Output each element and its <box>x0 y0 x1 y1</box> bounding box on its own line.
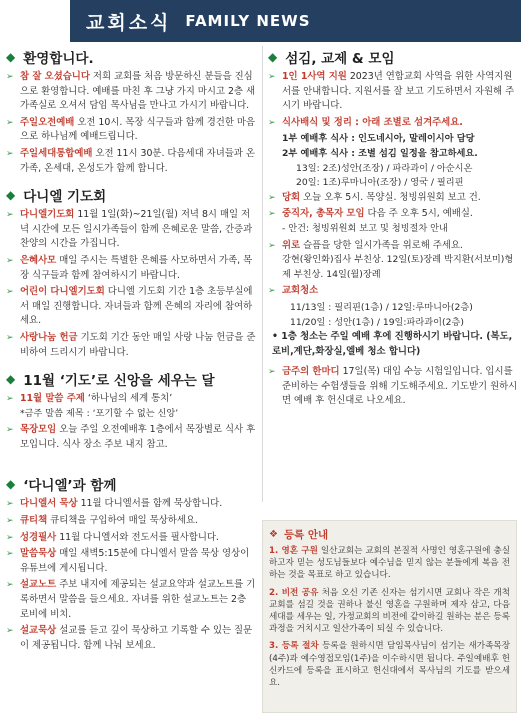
arrow-bullet-icon: ➢ <box>268 209 276 220</box>
list-item <box>268 116 518 131</box>
list-item-text <box>20 254 258 283</box>
item-text: 오늘 주일 오전예배후 1층에서 목장별로 식사 후 모입니다. 식사 장소 주보 내지 참고. <box>20 424 256 450</box>
service-list-2 <box>268 191 518 299</box>
list-item <box>6 547 258 576</box>
list-item-text <box>282 207 518 236</box>
list-item-text <box>20 578 258 622</box>
registration-title: ❖ 등록 안내 <box>269 529 329 541</box>
together-list <box>6 497 258 653</box>
diamond-icon: ◆ <box>6 50 16 64</box>
meal-schedule <box>268 132 518 190</box>
schedule-line: 11/20일 : 성안(1층) / 19일:파라과이(2층) <box>290 316 464 328</box>
list-item-text <box>282 116 518 131</box>
list-item-text <box>20 70 258 114</box>
list-item <box>268 191 518 206</box>
list-item-text <box>20 514 258 529</box>
item-text: 주보 내지에 제공되는 설교요약과 설교노트를 기록하면서 말씀을 들으세요. 자녀를 위한 설교노트는 2층 로비에 비치. <box>20 579 256 620</box>
list-item <box>6 578 258 622</box>
arrow-bullet-icon: ➢ <box>6 626 14 637</box>
item-highlight: 중직자, 총목자 모임 <box>282 208 365 220</box>
list-item <box>6 497 258 512</box>
list-item-text <box>282 191 518 206</box>
left-column <box>6 47 258 655</box>
item-text: ‘하나님의 세계 통치’ <box>84 393 173 405</box>
schedule-line: 11/13일 : 필리핀(1층) / 12일:루마니아(2층) <box>290 301 473 313</box>
list-item <box>6 514 258 529</box>
list-item <box>6 624 258 653</box>
item-highlight: 1인 1사역 지원 <box>282 71 347 82</box>
arrow-bullet-icon: ➢ <box>6 549 14 560</box>
list-item <box>268 365 518 409</box>
page-header <box>0 0 521 42</box>
list-item-text <box>20 547 258 576</box>
item-highlight: 당회 <box>282 191 301 203</box>
daniel-list <box>6 208 258 360</box>
welcome-section-title: ◆ 환영합니다. <box>6 50 94 67</box>
item-highlight: 식사배식 및 정리 : 아래 조별로 섬겨주세요. <box>282 116 463 128</box>
list-item-text <box>282 365 518 409</box>
item-highlight: 큐티책 <box>20 515 48 527</box>
list-item <box>6 116 258 145</box>
arrow-bullet-icon: ➢ <box>6 117 14 128</box>
list-item <box>6 531 258 546</box>
list-item-text <box>20 208 258 252</box>
schedule-line: 13일: 2조)성안(조장) / 파라과이 / 아순시온 <box>296 162 473 174</box>
arrow-bullet-icon: ➢ <box>268 367 276 378</box>
item-highlight: 교회청소 <box>282 285 319 297</box>
list-item <box>6 70 258 114</box>
arrow-bullet-icon: ➢ <box>6 499 14 510</box>
item-text: 다니엘 기도회 기간 1층 초등부실에서 매일 진행합니다. 자녀들과 함께 은혜의 자리에 참여하세요. <box>20 286 253 327</box>
item-text: 오전 11시 30분. 다음세대 자녀들과 온가족, 온세대, 온성도가 함께 합니다. <box>20 147 255 174</box>
item-text: 기도회 기간 동안 매일 사랑 나눔 헌금을 준비하여 드리시기 바랍니다. <box>20 331 256 358</box>
list-item-text <box>20 147 258 176</box>
arrow-bullet-icon: ➢ <box>6 580 14 591</box>
diamond-icon: ◆ <box>6 188 16 203</box>
item-highlight: 설교노트 <box>20 579 57 591</box>
list-item <box>268 207 518 236</box>
item-highlight: 성경필사 <box>20 531 57 543</box>
item-text: 큐티책을 구입하여 매일 묵상하세요. <box>47 515 198 527</box>
service-list-3 <box>268 365 518 409</box>
item-text: 오늘 오후 5시. 목양실. 청빙위원회 보고 건. <box>300 191 481 203</box>
list-item-text <box>20 331 258 360</box>
item-highlight: 금주의 한마디 <box>282 366 340 378</box>
list-item-text <box>20 423 258 452</box>
list-item <box>6 392 258 421</box>
service-section-title: ◆ 섬김, 교제 & 모임 <box>268 50 395 67</box>
arrow-bullet-icon: ➢ <box>6 516 14 527</box>
item-highlight: 말씀묵상 <box>20 548 57 560</box>
header-banner <box>70 0 521 42</box>
list-item <box>268 284 518 299</box>
arrow-bullet-icon: ➢ <box>6 148 14 159</box>
list-item <box>268 239 518 283</box>
arrow-bullet-icon: ➢ <box>268 240 276 251</box>
item-highlight: 사랑나눔 헌금 <box>20 331 78 343</box>
registration-paragraph-3: 3. 등록 절차 등록을 원하시면 담임목사님이 섬기는 새가족목장(4주)과 예수영접모임(1주)을 이수하시면 됩니다. 주일예배후 헌신카드에 등록을 표시하고 헌신대에서 목사님의 기도를 받으세요. <box>269 641 511 689</box>
item-highlight: 참 잘 오셨습니다 <box>20 71 90 82</box>
together-section-title: ◆ ‘다니엘’과 함께 <box>6 477 117 495</box>
item-highlight: 은혜사모 <box>20 254 57 266</box>
arrow-bullet-icon: ➢ <box>6 72 14 82</box>
item-highlight: 다니엘서 묵상 <box>20 498 78 510</box>
diamond-icon: ◆ <box>268 50 278 64</box>
column-divider <box>262 46 263 502</box>
registration-paragraph-1: 1. 영혼 구원 일산교회는 교회의 본질적 사명인 영혼구원에 충실하고자 믿는 성도님들보다 예수님을 믿지 않는 분들에게 복음 전하는 것을 목표로 하고 있습니다. <box>269 546 511 581</box>
service-list <box>268 70 518 130</box>
item-text: 매일 새벽5:15분에 다니엘서 말씀 묵상 영상이 유튜브에 게시됩니다. <box>20 548 250 574</box>
cleaning-note: • 1층 청소는 주일 예배 후에 진행하시기 바랍니다. (복도,로비,계단,화장실,엘베 청소 합니다) <box>272 331 513 357</box>
item-text: 2023년 연합교회 사역을 위한 사역지원서를 안내합니다. 지원서를 잘 보고 기도하면서 자원해 주시기 바랍니다. <box>282 71 515 112</box>
item-text: 저희 교회를 처음 방문하신 분들을 진심으로 환영합니다. 예배를 마친 후 그냥 가지 마시고 2층 새가족실로 오셔서 담임 목사님을 만나고 가시기 바랍니다. <box>20 71 256 112</box>
registration-paragraph-2: 2. 비전 공유 처음 오신 기존 신자는 섬기시면 교회나 작은 개척교회를 섬길 것을 권하나 불신 영혼을 구원하며 제자 삼고, 다음 세대를 세우는 일, 가정교회의 비전에 같이하길 원하는 분은 등록 과정을 거치시고 일산가족이 되실 수 있습니다. <box>269 587 510 635</box>
month-section-title: ◆ 11월 ‘기도’로 신앙을 세우는 달 <box>6 372 215 390</box>
item-text: 11월 다니엘서를 함께 묵상합니다. <box>77 498 223 510</box>
arrow-bullet-icon: ➢ <box>268 72 276 82</box>
list-item <box>6 331 258 360</box>
item-text: 오전 10시. 목장 식구들과 함께 경건한 마음으로 하나님께 예배드립니다. <box>20 116 256 143</box>
schedule-line: 1부 예배후 식사 : 인도네시아, 말레이시아 담당 <box>282 133 475 145</box>
item-extra: *금주 말씀 제목 : ‘포기할 수 없는 신앙’ <box>20 407 179 419</box>
item-text: 매일 주시는 특별한 은혜를 사모하면서 가족, 목장 식구들과 함께 참여하시기 바랍니다. <box>20 254 253 281</box>
list-item-text <box>20 116 258 145</box>
arrow-bullet-icon: ➢ <box>6 394 14 405</box>
item-highlight: 다니엘기도회 <box>20 209 75 221</box>
item-text: 다음 주 오후 5시, 예배실. <box>364 208 473 220</box>
arrow-bullet-icon: ➢ <box>6 287 14 298</box>
list-item-text <box>282 70 518 114</box>
registration-box <box>262 520 517 713</box>
list-item <box>6 285 258 329</box>
list-item <box>6 208 258 252</box>
header-spacer <box>0 0 70 42</box>
list-item <box>6 147 258 176</box>
schedule-line: 2부 예배후 식사 : 조별 섬김 일정을 참고하세요. <box>282 147 478 159</box>
arrow-bullet-icon: ➢ <box>6 425 14 436</box>
arrow-bullet-icon: ➢ <box>6 255 14 266</box>
item-text: 11월 다니엘서와 전도서를 필사합니다. <box>56 531 219 543</box>
item-highlight: 11월 말씀 주제 <box>20 393 85 405</box>
list-item-text <box>20 624 258 653</box>
arrow-bullet-icon: ➢ <box>268 117 276 128</box>
list-item <box>6 423 258 452</box>
arrow-bullet-icon: ➢ <box>6 210 14 221</box>
item-text: 11월 1일(화)~21일(월) 저녁 8시 매일 저녁 시간에 모든 일시가족들이 함께 은혜로운 말씀, 간증과 찬양의 시간을 가집니다. <box>20 209 253 250</box>
arrow-bullet-icon: ➢ <box>268 286 276 297</box>
item-highlight: 위로 <box>282 239 301 251</box>
list-item-text <box>282 284 518 299</box>
diamond-icon: ◆ <box>6 372 16 387</box>
item-text: 17일(목) 대입 수능 시험일입니다. 입시를 준비하는 수험생들을 위해 기도해주세요. 기도받기 원하시면 예배 후 헌신대로 나오세요. <box>282 366 518 407</box>
list-item <box>6 254 258 283</box>
arrow-bullet-icon: ➢ <box>6 532 14 543</box>
item-text: 설교를 듣고 깊이 묵상하고 기록할 수 있는 질문이 제공됩니다. 함께 나눠 보세요. <box>20 625 253 651</box>
diamond-icon: ◆ <box>6 477 16 492</box>
item-extra: 강현(왕인화)집사 부친상. 12일(토)장례 박지환(서보미)형제 부친상. 14일(월)장례 <box>282 254 514 280</box>
arrow-bullet-icon: ➢ <box>268 192 276 203</box>
list-item-text <box>20 497 258 512</box>
item-highlight: 어린이 다니엘기도회 <box>20 286 105 298</box>
list-item <box>268 70 518 114</box>
right-column <box>268 47 518 411</box>
header-title-english: FAMILY NEWS <box>185 12 311 30</box>
schedule-line: 20일: 1조)루마니아(조장) / 영국 / 필리핀 <box>296 177 464 189</box>
list-item-text <box>20 392 258 421</box>
item-highlight: 설교묵상 <box>20 625 57 637</box>
item-highlight: 목장모임 <box>20 424 57 436</box>
list-item-text <box>20 285 258 329</box>
item-extra: - 안건: 청빙위원회 보고 및 청빙절차 안내 <box>282 222 448 234</box>
item-highlight: 주일오전예배 <box>20 116 75 128</box>
item-highlight: 주일세대통합예배 <box>20 147 93 159</box>
cleaning-schedule <box>268 301 518 330</box>
welcome-list <box>6 70 258 176</box>
item-text: 슬픔을 당한 일시가족을 위로해 주세요. <box>300 239 463 251</box>
header-title-korean: 교회소식 <box>86 11 172 34</box>
star-bullet-icon: ❖ <box>269 529 278 540</box>
arrow-bullet-icon: ➢ <box>6 332 14 343</box>
daniel-section-title: ◆ 다니엘 기도회 <box>6 188 107 206</box>
list-item-text <box>20 531 258 546</box>
list-item-text <box>282 239 518 283</box>
month-list <box>6 392 258 452</box>
